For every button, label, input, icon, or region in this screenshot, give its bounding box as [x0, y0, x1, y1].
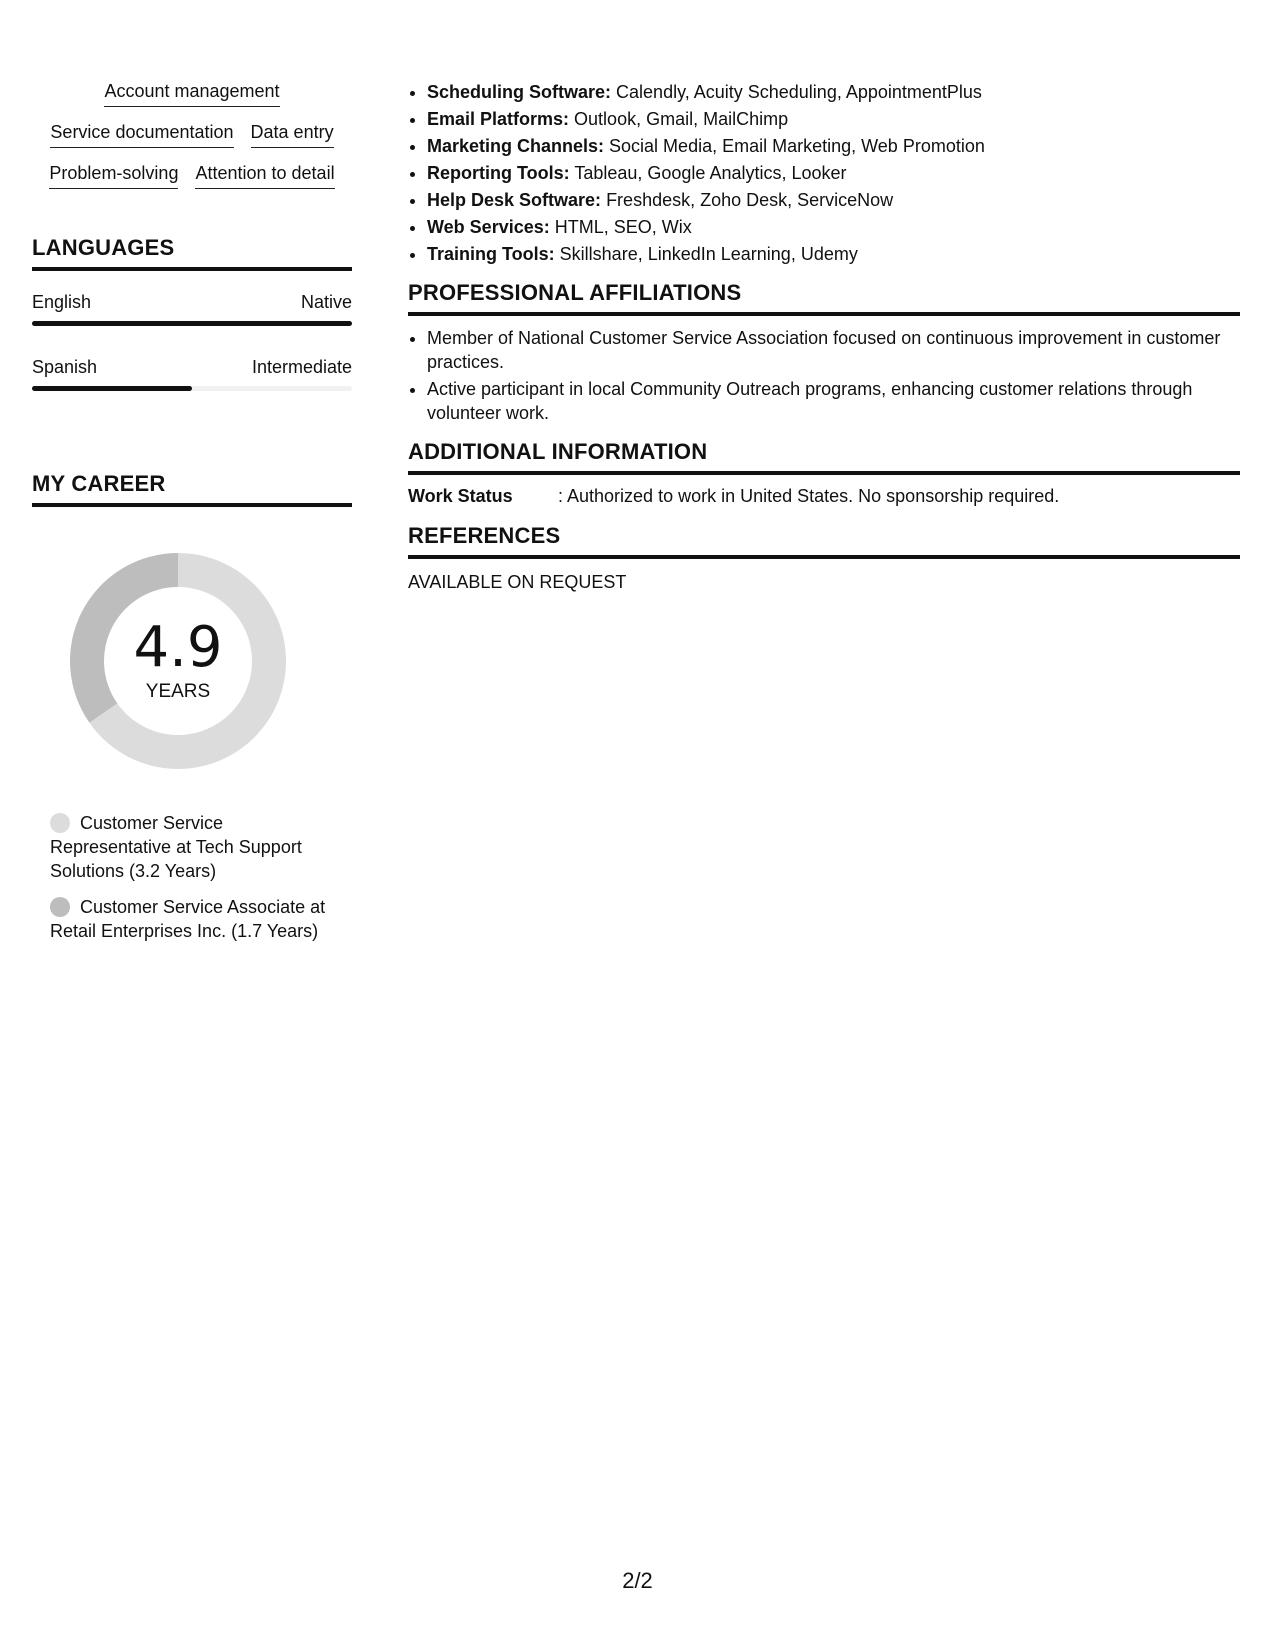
skill-tag: Data entry: [251, 121, 334, 148]
languages-heading: LANGUAGES: [32, 235, 352, 271]
references-text: AVAILABLE ON REQUEST: [408, 572, 627, 592]
work-status-row: [408, 485, 1240, 507]
legend-dot-icon: [50, 897, 70, 917]
career-donut: [64, 547, 292, 775]
skill-tag: Attention to detail: [195, 162, 334, 189]
tool-label: Email Platforms:: [427, 109, 570, 129]
tool-value: Freshdesk, Zoho Desk, ServiceNow: [601, 190, 894, 210]
tool-label: Scheduling Software:: [427, 82, 612, 102]
language-item: [32, 291, 352, 326]
career-unit: YEARS: [145, 681, 211, 702]
affiliations-list: [408, 326, 1240, 425]
tool-label: Marketing Channels:: [427, 136, 605, 156]
tool-item: [427, 188, 1240, 212]
language-item: [32, 356, 352, 391]
tool-item: [427, 215, 1240, 239]
language-bar: [32, 321, 352, 326]
legend-item: [50, 895, 335, 943]
tool-item: [427, 161, 1240, 185]
skill-tag: Account management: [104, 80, 279, 107]
additional-info-heading: ADDITIONAL INFORMATION: [408, 439, 1240, 475]
tool-value: Social Media, Email Marketing, Web Promotion: [604, 136, 985, 156]
tool-label: Reporting Tools:: [427, 163, 570, 183]
skills-tags: [32, 80, 352, 189]
tool-label: Web Services:: [427, 217, 550, 237]
language-name: Spanish: [32, 357, 98, 377]
right-column: [408, 80, 1240, 593]
tool-item: [427, 107, 1240, 131]
affiliations-heading: PROFESSIONAL AFFILIATIONS: [408, 280, 1240, 316]
language-bar-fill: [32, 321, 352, 326]
references-heading: REFERENCES: [408, 523, 1240, 559]
skill-tag: Problem-solving: [49, 162, 178, 189]
affiliation-item: • Member of National Customer Service Association focused on continuous improvement in customer practices.: [427, 326, 1240, 374]
tool-value: Tableau, Google Analytics, Looker: [569, 163, 847, 183]
legend-item: [50, 811, 335, 883]
legend-text: Customer Service Representative at Tech Support Solutions (3.2 Years): [50, 813, 302, 881]
left-column: [32, 80, 352, 955]
affiliation-item: • Active participant in local Community Outreach programs, enhancing customer relations through volunteer work.: [427, 377, 1240, 425]
language-name: English: [32, 292, 92, 312]
career-total: 4.9: [133, 615, 223, 680]
tool-value: Skillshare, LinkedIn Learning, Udemy: [554, 244, 858, 264]
career-legend: [50, 811, 335, 943]
language-level: Intermediate: [251, 357, 352, 377]
skill-tag: Service documentation: [50, 121, 233, 148]
tool-value: HTML, SEO, Wix: [549, 217, 692, 237]
language-level: Native: [300, 292, 352, 312]
work-status-label: Work Status: [408, 486, 513, 506]
legend-dot-icon: [50, 813, 70, 833]
career-heading: MY CAREER: [32, 471, 352, 507]
tool-label: Help Desk Software:: [427, 190, 602, 210]
legend-text: Customer Service Associate at Retail Enterprises Inc. (1.7 Years): [50, 897, 326, 941]
tool-value: Outlook, Gmail, MailChimp: [569, 109, 789, 129]
tools-list: [408, 80, 1240, 266]
page-number: 2/2: [622, 1568, 653, 1593]
tool-item: [427, 80, 1240, 104]
language-bar-fill: [32, 386, 192, 391]
language-bar: [32, 386, 352, 391]
tool-item: [427, 134, 1240, 158]
tool-item: [427, 242, 1240, 266]
work-status-value: : Authorized to work in United States. No sponsorship required.: [558, 486, 1060, 506]
tool-label: Training Tools:: [427, 244, 555, 264]
tool-value: Calendly, Acuity Scheduling, AppointmentPlus: [611, 82, 982, 102]
